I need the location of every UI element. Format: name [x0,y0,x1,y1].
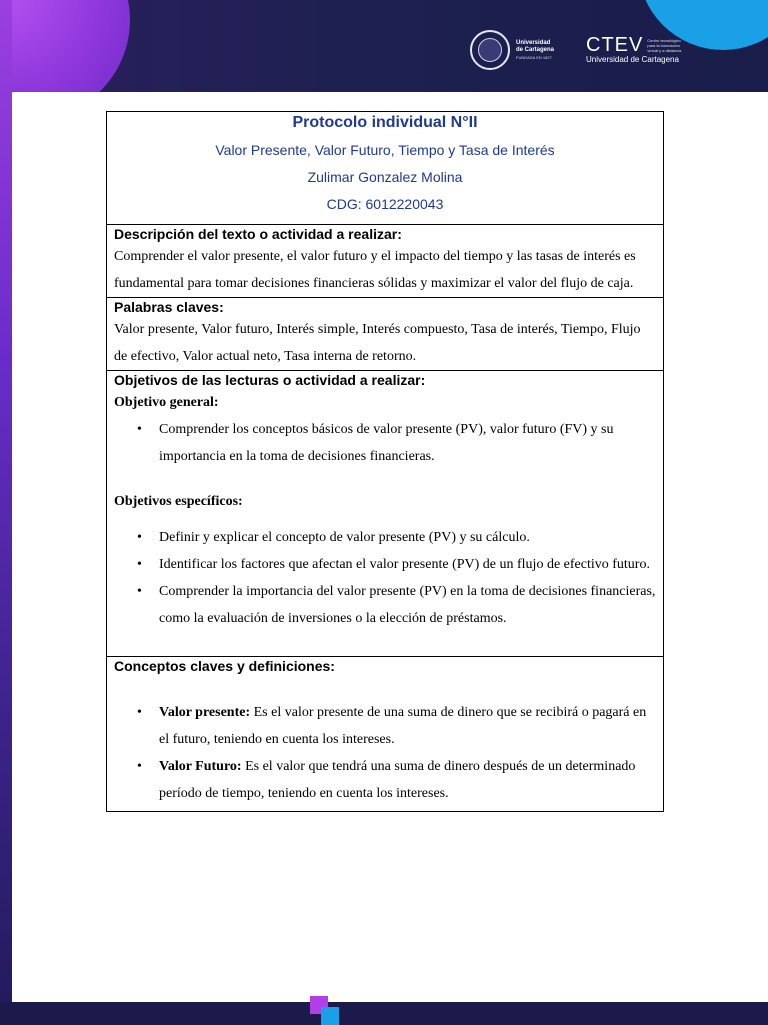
ctev-wordmark: CTEV [586,34,644,56]
list-item: • Comprender los conceptos básicos de valor presente (PV), valor futuro (FV) y su importancia en la toma de decisiones financieras. [159,416,656,470]
concept-term: Valor Futuro: [159,759,242,774]
university-seal-icon [470,30,510,70]
ctev-logo [586,36,683,65]
decor-left-stripe [0,0,12,1024]
author-name: Zulimar Gonzalez Molina [307,169,463,185]
list-item [159,699,656,753]
document-subtitle: Valor Presente, Valor Futuro, Tiempo y Tasa de Interés [215,142,555,158]
concepts-list [114,699,656,807]
ctev-tagline: Centro tecnológico para la innovación virtual y a distancia [647,37,682,53]
list-item: • Definir y explicar el concepto de valor presente (PV) y su cálculo. [159,524,656,551]
udc-logo-text [516,40,554,61]
list-item: • Comprender la importancia del valor presente (PV) en la toma de decisiones financieras, como la evaluación de inversiones o la elección de préstamos. [159,578,656,632]
concepts-cell [107,657,664,812]
udc-founded: FUNDADA EN 1827 [516,54,552,60]
concept-term: Valor presente: [159,705,251,720]
udc-name-line1: Universidad [516,39,551,46]
document-title: Protocolo individual N°II [292,114,478,131]
description-text: Comprender el valor presente, el valor futuro y el impacto del tiempo y las tasas de interés es fundamental para tomar decisiones financieras sólidas y maximizar el valor del flujo de caja. [114,249,636,291]
concept-definition: Es el valor presente de una suma de dinero que se recibirá o pagará en el futuro, teniendo en cuenta los intereses. [159,705,647,747]
objectives-row [107,371,664,657]
list-item [159,753,656,807]
keywords-cell [107,298,664,371]
udc-logo [470,30,554,70]
objectives-cell [107,371,664,657]
ctev-subtitle: Universidad de Cartagena [586,55,679,64]
concept-definition: Es el valor que tendrá una suma de dinero después de un determinado período de tiempo, teniendo en cuenta los intereses. [159,759,636,801]
keywords-heading: Palabras claves: [114,299,224,315]
decor-blue-square [321,1007,339,1025]
description-row [107,225,664,298]
title-cell [107,112,664,225]
concepts-heading: Conceptos claves y definiciones: [114,658,335,674]
general-objective-label: Objetivo general: [114,395,219,410]
title-row [107,112,664,225]
student-code: CDG: 6012220043 [326,196,444,212]
keywords-text: Valor presente, Valor futuro, Interés simple, Interés compuesto, Tasa de interés, Tiempo, Flujo de efectivo, Valor actual neto, Tasa interna de retorno. [114,322,641,364]
list-item: • Identificar los factores que afectan el valor presente (PV) de un flujo de efectivo futuro. [159,551,656,578]
description-heading: Descripción del texto o actividad a realizar: [114,226,402,242]
description-cell [107,225,664,298]
protocol-table [106,111,664,812]
objectives-heading: Objetivos de las lecturas o actividad a realizar: [114,372,426,388]
general-objective-list [114,416,656,470]
specific-objectives-label: Objetivos específicos: [114,494,243,509]
footer-band [0,1002,768,1024]
udc-name-line2: de Cartagena [516,46,555,53]
concepts-row [107,657,664,812]
keywords-row [107,298,664,371]
specific-objectives-list [114,524,656,632]
